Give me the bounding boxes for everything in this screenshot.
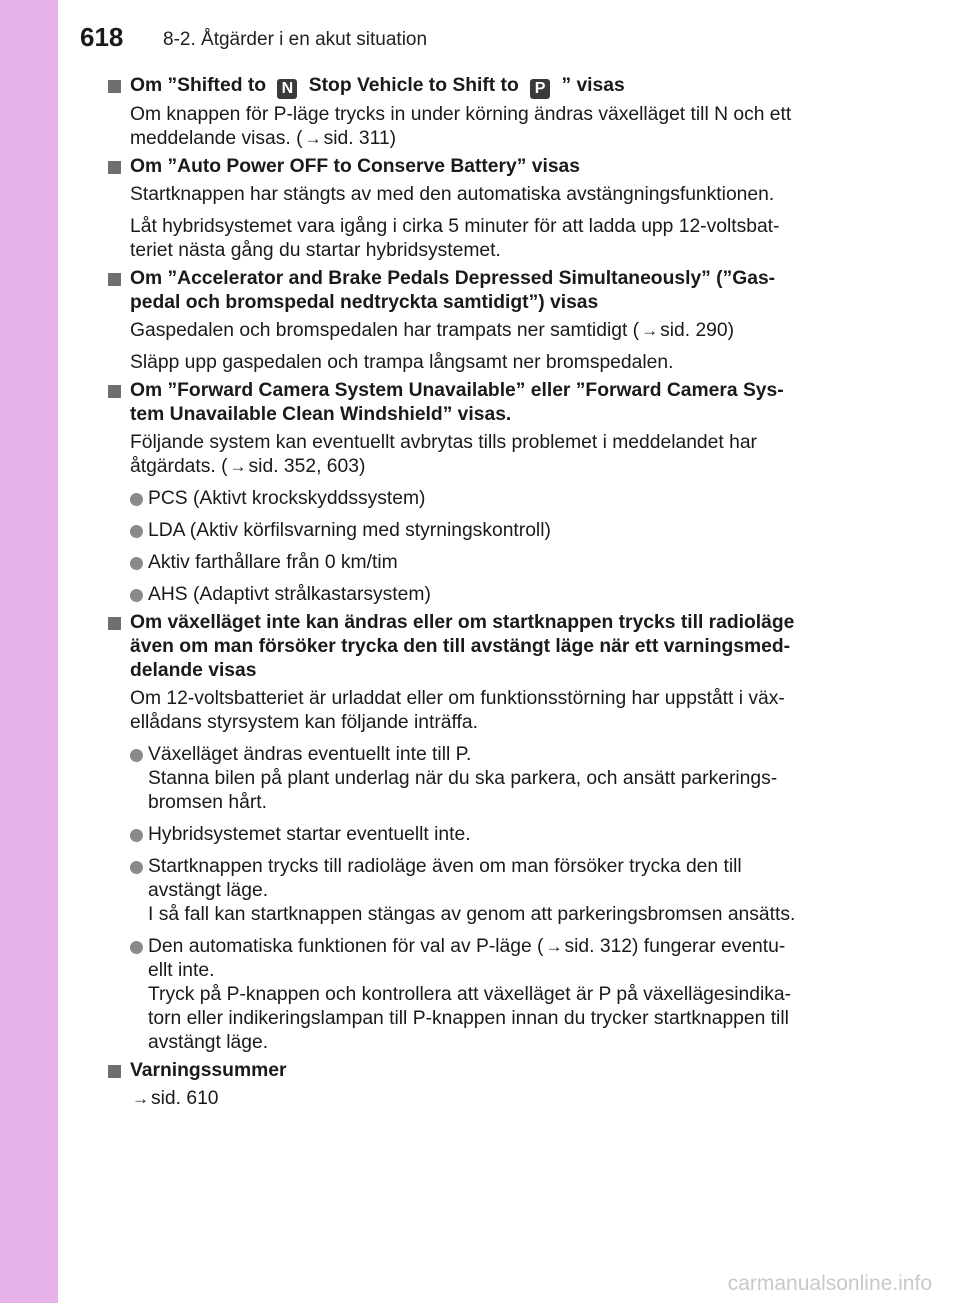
round-bullet-icon	[130, 749, 143, 762]
round-bullet-icon	[130, 493, 143, 506]
paragraph: Om knappen för P-läge trycks in under körning ändras växelläget till N och ett meddelande visas. ( → sid. 311)	[130, 104, 792, 149]
square-bullet-icon	[108, 273, 121, 286]
paragraph	[108, 1087, 850, 1111]
page-reference-link[interactable]: sid. 352, 603)	[248, 456, 366, 477]
chapter-tab-band	[0, 0, 58, 1303]
section-heading: Om växelläget inte kan ändras eller om startknappen trycks till radioläge även om man försöker trycka den till avstängt läge när ett varningsmed- delande visas	[108, 611, 850, 683]
list-item: AHS (Adaptivt strålkastarsystem)	[108, 583, 850, 607]
page-number: 618	[80, 22, 124, 52]
section-heading: Om ”Accelerator and Brake Pedals Depressed Simultaneously” (”Gas- pedal och bromspedal nedtryckta samtidigt”) visas	[108, 267, 850, 315]
paragraph: Följande system kan eventuellt avbrytas tills problemet i meddelandet har åtgärdats. ( → sid. 352, 603)	[130, 432, 757, 477]
list-item: Hybridsystemet startar eventuellt inte.	[108, 823, 850, 847]
page-reference-link[interactable]: sid. 311)	[323, 128, 397, 149]
list-item: LDA (Aktiv körfilsvarning med styrningskontroll)	[108, 519, 850, 543]
list-item: Den automatiska funktionen för val av P-läge ( → sid. 312) fungerar eventu- ellt inte. Tryck på P-knappen och kontrollera att växelläget är P på växellägesindika- torn eller indikeringslampan till P-knappen innan du trycker startknappen till avstängt läge.	[108, 935, 850, 1055]
list-item: Startknappen trycks till radioläge även om man försöker trycka den till avstängt läge. I så fall kan startknappen stängas av genom att parkeringsbromsen ansätts.	[108, 855, 850, 927]
page-body	[108, 70, 850, 1111]
round-bullet-icon	[130, 557, 143, 570]
round-bullet-icon	[130, 525, 143, 538]
round-bullet-icon	[130, 829, 143, 842]
header-band	[0, 0, 960, 60]
paragraph: Släpp upp gaspedalen och trampa långsamt ner bromspedalen.	[130, 352, 674, 373]
section-heading: Om ”Forward Camera System Unavailable” eller ”Forward Camera Sys- tem Unavailable Clean Windshield” visas.	[108, 379, 850, 427]
paragraph: Gaspedalen och bromspedalen har trampats ner samtidigt ( → sid. 290)	[130, 320, 735, 341]
section-shifted-to-n	[108, 74, 850, 151]
section-shift-cannot-change	[108, 611, 850, 1055]
paragraph: Startknappen har stängts av med den automatiska avstängningsfunktionen.	[130, 184, 775, 205]
square-bullet-icon	[108, 617, 121, 630]
arrow-right-icon: →	[132, 1089, 149, 1108]
section-forward-camera	[108, 379, 850, 607]
chapter-title: 8-2. Åtgärder i en akut situation	[163, 29, 428, 50]
page-reference-link[interactable]: sid. 312) fungerar eventu-	[564, 936, 786, 957]
paragraph: Om 12-voltsbatteriet är urladdat eller om funktionsstörning har uppstått i väx- ellådans styrsystem kan följande inträffa.	[130, 688, 785, 733]
section-heading: Om ”Shifted to N Stop Vehicle to Shift to P ” visas	[108, 74, 850, 99]
section-auto-power-off	[108, 155, 850, 263]
section-warning-buzzer	[108, 1059, 850, 1111]
square-bullet-icon	[108, 1065, 121, 1078]
section-heading: Varningssummer	[108, 1059, 850, 1083]
gear-p-icon: P	[530, 79, 550, 99]
page-reference-link[interactable]: sid. 290)	[660, 320, 735, 341]
round-bullet-icon	[130, 589, 143, 602]
square-bullet-icon	[108, 385, 121, 398]
list-item: Aktiv farthållare från 0 km/tim	[108, 551, 850, 575]
round-bullet-icon	[130, 861, 143, 874]
round-bullet-icon	[130, 941, 143, 954]
square-bullet-icon	[108, 161, 121, 174]
page-reference-link[interactable]: sid. 610	[151, 1088, 219, 1109]
arrow-right-icon: →	[641, 321, 659, 340]
arrow-right-icon: →	[545, 937, 563, 956]
list-item: PCS (Aktivt krockskyddssystem)	[108, 487, 850, 511]
gear-n-icon: N	[277, 79, 297, 99]
square-bullet-icon	[108, 80, 121, 93]
list-item: Växelläget ändras eventuellt inte till P. Stanna bilen på plant underlag när du ska parkera, och ansätt parkerings- bromsen hårt.	[108, 743, 850, 815]
paragraph: Låt hybridsystemet vara igång i cirka 5 minuter för att ladda upp 12-voltsbat- teriet nästa gång du startar hybridsystemet.	[130, 216, 780, 261]
arrow-right-icon: →	[304, 129, 322, 148]
section-heading: Om ”Auto Power OFF to Conserve Battery” visas	[108, 155, 850, 179]
arrow-right-icon: →	[229, 457, 247, 476]
section-pedals-depressed	[108, 267, 850, 375]
watermark: carmanualsonline.info	[727, 1272, 932, 1295]
